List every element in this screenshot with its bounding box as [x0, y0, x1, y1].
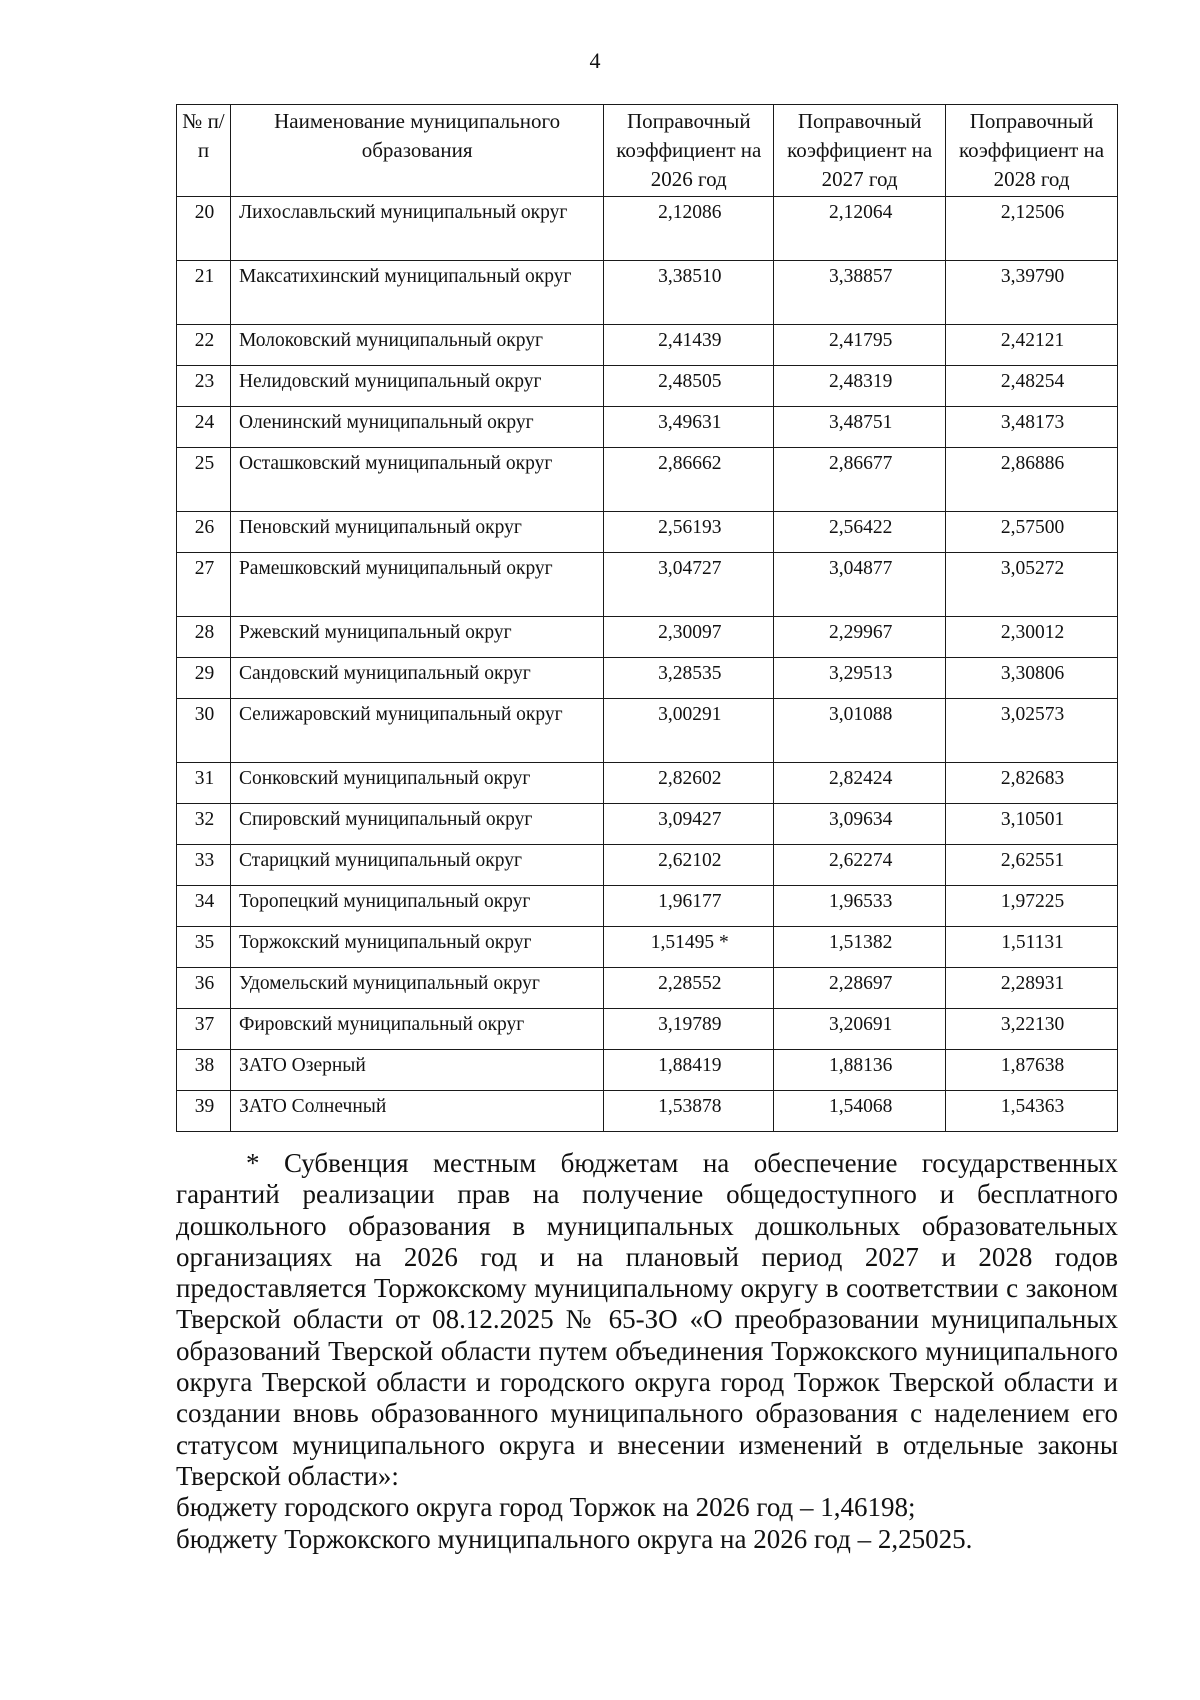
- row-number: 27: [177, 553, 231, 617]
- row-coef-2027: 2,62274: [774, 845, 946, 886]
- row-coef-2027: 2,86677: [774, 448, 946, 512]
- row-coef-2027: 2,48319: [774, 366, 946, 407]
- row-coef-2026: 1,53878: [604, 1091, 774, 1132]
- row-coef-2028: 2,28931: [946, 968, 1118, 1009]
- table-row: [177, 658, 1118, 699]
- row-coef-2028: 1,54363: [946, 1091, 1118, 1132]
- row-coef-2026: 3,19789: [604, 1009, 774, 1050]
- row-name: Рамешковский муниципальный округ: [230, 553, 603, 617]
- row-name: Молоковский муниципальный округ: [230, 325, 603, 366]
- row-coef-2028: 3,10501: [946, 804, 1118, 845]
- row-coef-2026: 2,86662: [604, 448, 774, 512]
- row-coef-2027: 2,82424: [774, 763, 946, 804]
- row-coef-2027: 2,41795: [774, 325, 946, 366]
- row-name: Сандовский муниципальный округ: [230, 658, 603, 699]
- row-number: 26: [177, 512, 231, 553]
- row-name: Максатихинский муниципальный округ: [230, 261, 603, 325]
- header-coef-2028: Поправочный коэффициент на 2028 год: [946, 105, 1118, 197]
- row-coef-2026: 3,04727: [604, 553, 774, 617]
- row-name: Торжокский муниципальный округ: [230, 927, 603, 968]
- row-coef-2027: 3,20691: [774, 1009, 946, 1050]
- row-number: 30: [177, 699, 231, 763]
- row-coef-2028: 2,57500: [946, 512, 1118, 553]
- table-row: [177, 804, 1118, 845]
- header-municipality-name: Наименование муниципального образования: [230, 105, 603, 197]
- row-number: 31: [177, 763, 231, 804]
- row-number: 33: [177, 845, 231, 886]
- row-name: Ржевский муниципальный округ: [230, 617, 603, 658]
- header-coef-2027: Поправочный коэффициент на 2027 год: [774, 105, 946, 197]
- footnote-paragraph: * Субвенция местным бюджетам на обеспечение государственных гарантий реализации прав на получение общедоступного и бесплатного дошкольного образования в муниципальных дошкольных образовательных организациях на 2026 год и на плановый период 2027 и 2028 годов предоставляется Торжокскому муниципальному округу в соответствии с законом Тверской области от 08.12.2025 № 65-ЗО «О преобразовании муниципальных образований Тверской области путем объединения Торжокского муниципального округа Тверской области и городского округа город Торжок Тверской области и создании вновь образованного муниципального образования с наделением его статусом муниципального округа и внесении изменений в отдельные законы Тверской области»:: [176, 1148, 1118, 1491]
- table-row: [177, 617, 1118, 658]
- row-coef-2026: 1,96177: [604, 886, 774, 927]
- table-row: [177, 553, 1118, 617]
- table-row: [177, 1091, 1118, 1132]
- row-coef-2028: 3,22130: [946, 1009, 1118, 1050]
- row-coef-2027: 1,54068: [774, 1091, 946, 1132]
- row-coef-2027: 1,51382: [774, 927, 946, 968]
- row-coef-2026: 2,30097: [604, 617, 774, 658]
- row-number: 29: [177, 658, 231, 699]
- row-number: 28: [177, 617, 231, 658]
- page-number: 4: [589, 48, 601, 73]
- row-coef-2028: 2,30012: [946, 617, 1118, 658]
- row-coef-2028: 1,51131: [946, 927, 1118, 968]
- row-coef-2027: 3,04877: [774, 553, 946, 617]
- row-coef-2026: 1,51495 *: [604, 927, 774, 968]
- row-coef-2026: 2,12086: [604, 197, 774, 261]
- row-coef-2026: 3,09427: [604, 804, 774, 845]
- row-coef-2027: 3,38857: [774, 261, 946, 325]
- row-coef-2028: 3,39790: [946, 261, 1118, 325]
- row-coef-2026: 3,38510: [604, 261, 774, 325]
- row-name: Нелидовский муниципальный округ: [230, 366, 603, 407]
- row-coef-2027: 1,88136: [774, 1050, 946, 1091]
- row-name: Оленинский муниципальный округ: [230, 407, 603, 448]
- row-coef-2028: 3,02573: [946, 699, 1118, 763]
- row-coef-2026: 2,56193: [604, 512, 774, 553]
- table-row: [177, 325, 1118, 366]
- row-coef-2027: 3,01088: [774, 699, 946, 763]
- table-row: [177, 845, 1118, 886]
- row-name: Осташковский муниципальный округ: [230, 448, 603, 512]
- row-number: 38: [177, 1050, 231, 1091]
- row-coef-2026: 3,00291: [604, 699, 774, 763]
- row-coef-2026: 3,49631: [604, 407, 774, 448]
- row-number: 39: [177, 1091, 231, 1132]
- row-coef-2028: 2,86886: [946, 448, 1118, 512]
- row-name: ЗАТО Озерный: [230, 1050, 603, 1091]
- row-coef-2028: 3,05272: [946, 553, 1118, 617]
- row-number: 21: [177, 261, 231, 325]
- row-name: Удомельский муниципальный округ: [230, 968, 603, 1009]
- row-name: Селижаровский муниципальный округ: [230, 699, 603, 763]
- row-number: 25: [177, 448, 231, 512]
- row-number: 37: [177, 1009, 231, 1050]
- row-coef-2026: 3,28535: [604, 658, 774, 699]
- row-coef-2027: 3,48751: [774, 407, 946, 448]
- row-coef-2027: 2,56422: [774, 512, 946, 553]
- footnote: [176, 1148, 1118, 1555]
- row-coef-2026: 2,62102: [604, 845, 774, 886]
- row-coef-2028: 2,48254: [946, 366, 1118, 407]
- row-number: 36: [177, 968, 231, 1009]
- table-row: [177, 366, 1118, 407]
- row-name: Старицкий муниципальный округ: [230, 845, 603, 886]
- footnote-line-torzhok-district: бюджету Торжокского муниципального округа на 2026 год – 2,25025.: [176, 1523, 973, 1554]
- row-coef-2028: 3,30806: [946, 658, 1118, 699]
- table-row: [177, 886, 1118, 927]
- row-name: Спировский муниципальный округ: [230, 804, 603, 845]
- row-name: ЗАТО Солнечный: [230, 1091, 603, 1132]
- row-coef-2026: 2,48505: [604, 366, 774, 407]
- header-number: № п/п: [177, 105, 231, 197]
- row-coef-2026: 2,82602: [604, 763, 774, 804]
- row-coef-2028: 1,87638: [946, 1050, 1118, 1091]
- table-row: [177, 1009, 1118, 1050]
- row-name: Фировский муниципальный округ: [230, 1009, 603, 1050]
- row-coef-2028: 2,42121: [946, 325, 1118, 366]
- row-coef-2028: 1,97225: [946, 886, 1118, 927]
- table-row: [177, 763, 1118, 804]
- row-number: 24: [177, 407, 231, 448]
- table-row: [177, 699, 1118, 763]
- row-number: 32: [177, 804, 231, 845]
- header-coef-2026: Поправочный коэффициент на 2026 год: [604, 105, 774, 197]
- table-row: [177, 512, 1118, 553]
- row-coef-2028: 2,82683: [946, 763, 1118, 804]
- row-number: 23: [177, 366, 231, 407]
- footnote-line-torzhok-city: бюджету городского округа город Торжок на 2026 год – 1,46198;: [176, 1492, 916, 1523]
- table-row: [177, 448, 1118, 512]
- row-number: 22: [177, 325, 231, 366]
- row-coef-2027: 1,96533: [774, 886, 946, 927]
- table-row: [177, 1050, 1118, 1091]
- table-header-row: [177, 105, 1118, 197]
- row-coef-2028: 2,62551: [946, 845, 1118, 886]
- row-coef-2027: 3,09634: [774, 804, 946, 845]
- row-name: Сонковский муниципальный округ: [230, 763, 603, 804]
- coefficients-table: [176, 104, 1118, 1132]
- row-coef-2027: 2,28697: [774, 968, 946, 1009]
- row-coef-2026: 1,88419: [604, 1050, 774, 1091]
- row-coef-2026: 2,41439: [604, 325, 774, 366]
- row-coef-2028: 2,12506: [946, 197, 1118, 261]
- row-coef-2028: 3,48173: [946, 407, 1118, 448]
- row-number: 35: [177, 927, 231, 968]
- row-number: 34: [177, 886, 231, 927]
- table-row: [177, 261, 1118, 325]
- row-name: Лихославльский муниципальный округ: [230, 197, 603, 261]
- row-number: 20: [177, 197, 231, 261]
- row-coef-2026: 2,28552: [604, 968, 774, 1009]
- row-coef-2027: 3,29513: [774, 658, 946, 699]
- row-name: Пеновский муниципальный округ: [230, 512, 603, 553]
- table-row: [177, 968, 1118, 1009]
- row-coef-2027: 2,12064: [774, 197, 946, 261]
- table-row: [177, 927, 1118, 968]
- table-row: [177, 197, 1118, 261]
- row-name: Торопецкий муниципальный округ: [230, 886, 603, 927]
- table-row: [177, 407, 1118, 448]
- row-coef-2027: 2,29967: [774, 617, 946, 658]
